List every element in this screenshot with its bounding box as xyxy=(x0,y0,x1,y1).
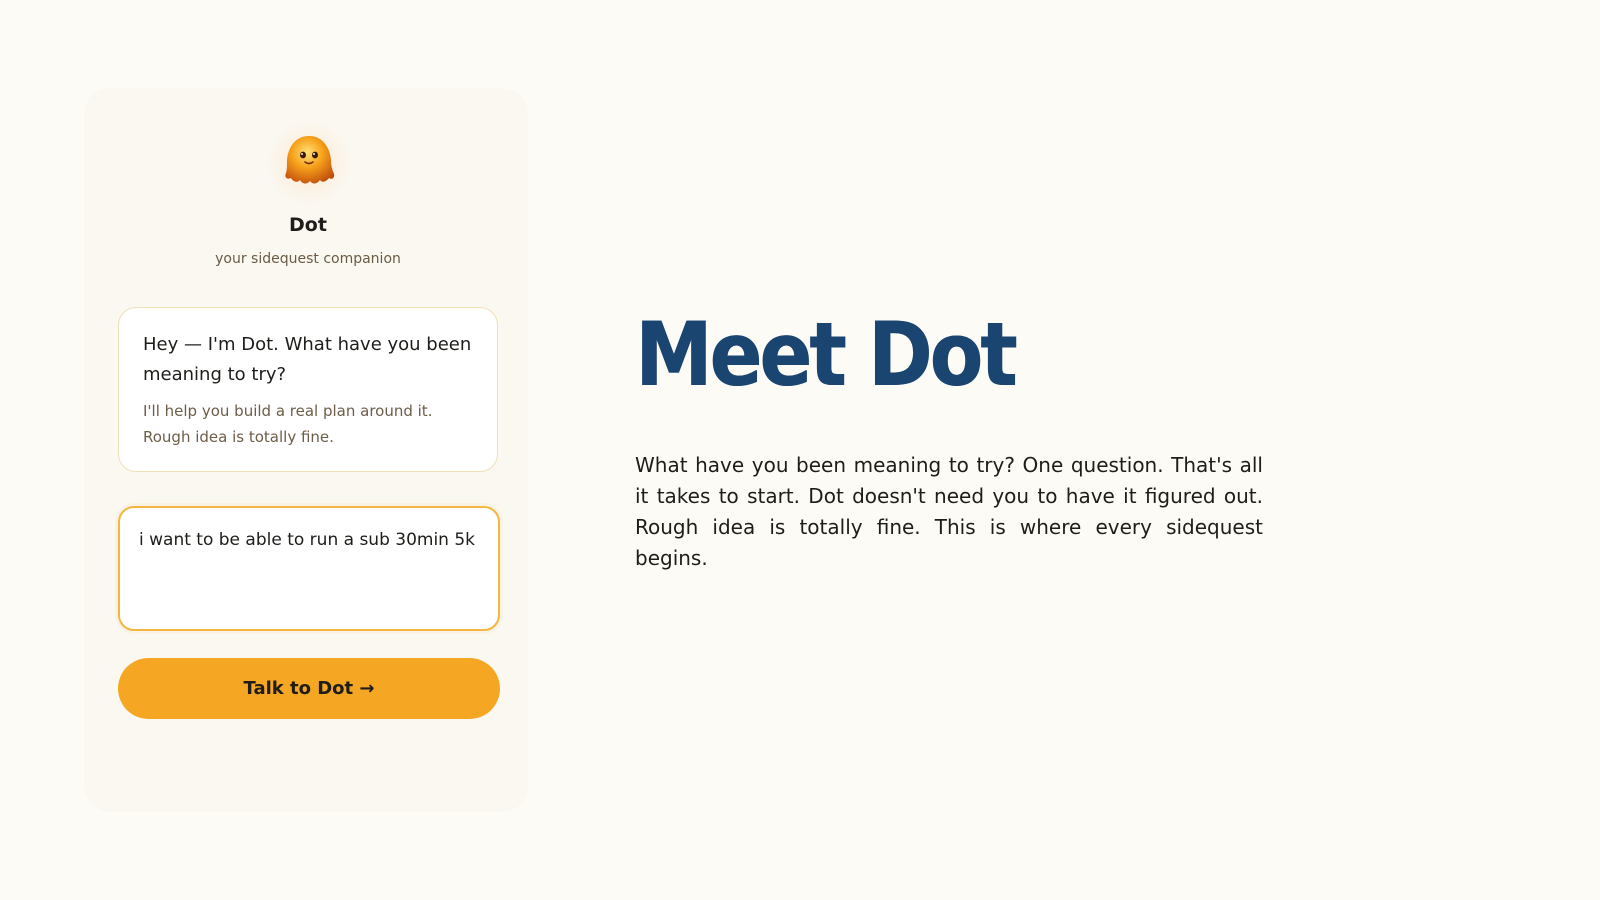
companion-tagline: your sidequest companion xyxy=(215,251,401,267)
greeting-subtitle: I'll help you build a real plan around it. Rough idea is totally fine. xyxy=(143,402,433,446)
greeting-title: Hey — I'm Dot. What have you been meaning to try? xyxy=(143,334,472,385)
talk-to-dot-button[interactable]: Talk to Dot → xyxy=(118,658,500,719)
companion-name: Dot xyxy=(289,214,327,236)
blob-mascot-icon xyxy=(280,131,338,189)
greeting-card xyxy=(118,307,498,472)
hero-description: What have you been meaning to try? One question. That's all it takes to start. Dot doesn't need you to have it figured out. Rough idea is totally fine. This is where every sidequest begins. xyxy=(635,453,1263,570)
hero-title: Meet Dot xyxy=(635,303,1015,406)
goal-input[interactable] xyxy=(118,506,500,631)
